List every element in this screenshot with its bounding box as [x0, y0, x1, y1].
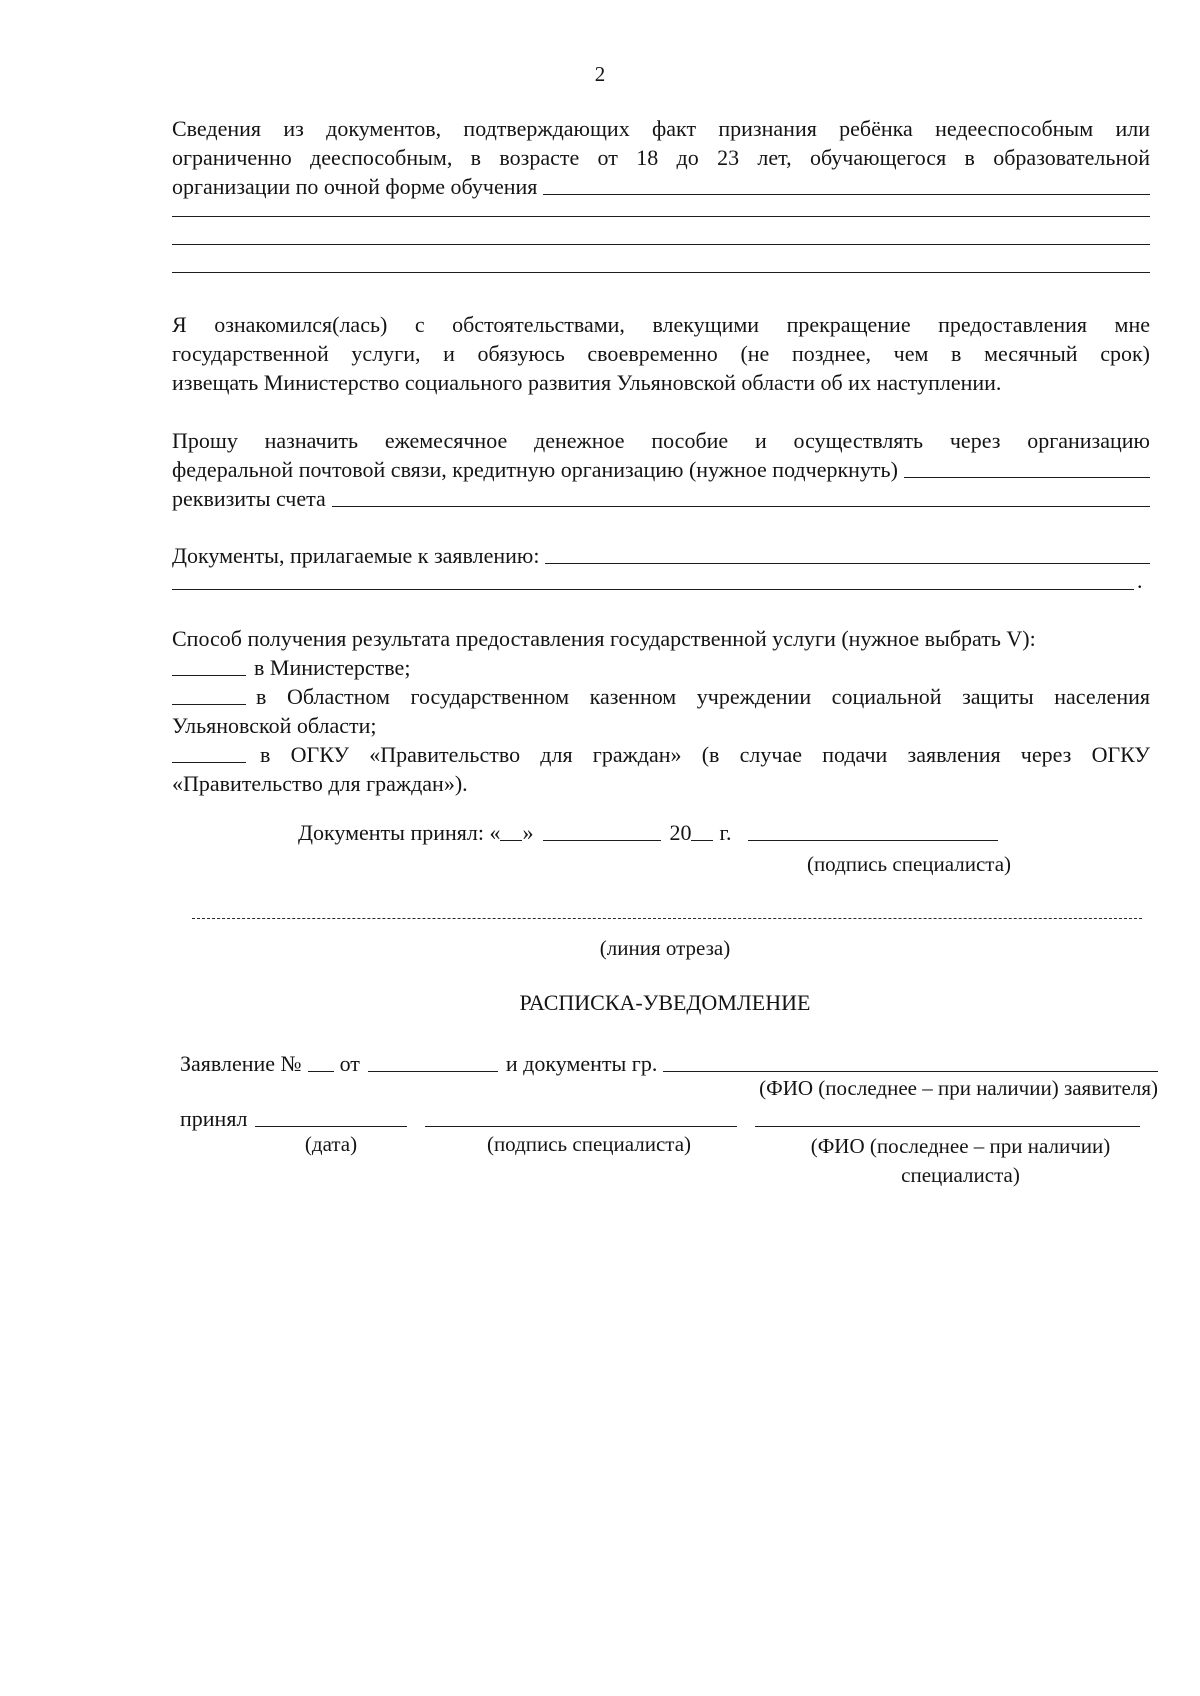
- acceptance-signature-line[interactable]: [748, 840, 998, 841]
- account-details-input-line[interactable]: [332, 506, 1150, 507]
- page-number: 2: [594, 62, 606, 86]
- option-ministry-checkbox-line[interactable]: [172, 675, 246, 676]
- attached-documents-row: [172, 541, 1150, 570]
- option-regional-office-label-1: в Областном государственном казенном учреждении социальной защиты населения: [256, 684, 1150, 709]
- receipt-applicant-line[interactable]: [663, 1071, 1158, 1072]
- incapacity-info-field-row: [172, 172, 1150, 201]
- attached-documents-label: Документы, прилагаемые к заявлению:: [172, 543, 540, 568]
- acknowledgement-line-2: государственной услуги, и обязуюсь своевременно (не позднее, чем в месячный срок): [172, 341, 1150, 366]
- receipt-specialist-caption-line-1: (ФИО (последнее – при наличии): [810, 1134, 1111, 1158]
- acceptance-year-suffix: г.: [719, 820, 732, 845]
- receipt-specialist-caption: [768, 1132, 1153, 1190]
- incapacity-info-input-line-4[interactable]: [172, 272, 1150, 273]
- acceptance-day-line[interactable]: [500, 840, 522, 841]
- receipt-title: РАСПИСКА-УВЕДОМЛЕНИЕ: [519, 990, 811, 1015]
- result-method-block: [172, 624, 1150, 798]
- acceptance-row: [298, 818, 1038, 847]
- acceptance-signature-caption: (подпись специалиста): [806, 852, 1012, 876]
- receipt-applicant-caption: (ФИО (последнее – при наличии) заявителя): [759, 1076, 1158, 1100]
- option-ogku-label-1: в ОГКУ «Правительство для граждан» (в случае подачи заявления через ОГКУ: [260, 742, 1150, 767]
- acknowledgement-block: [172, 310, 1150, 397]
- receipt-docs-label: и документы гр.: [505, 1051, 658, 1076]
- receipt-accepted-signature-line[interactable]: [425, 1126, 737, 1127]
- result-method-heading: Способ получения результата предоставления государственной услуги (нужное выбрать V):: [172, 626, 1036, 651]
- receipt-date-line[interactable]: [368, 1071, 498, 1072]
- receipt-from-label: от: [339, 1051, 360, 1076]
- acceptance-quote-close: »: [522, 820, 534, 845]
- account-details-label: реквизиты счета: [172, 486, 326, 511]
- option-ogku-row: [172, 740, 1150, 769]
- attached-documents-input-line-2[interactable]: [172, 589, 1134, 590]
- payment-org-input-line[interactable]: [904, 477, 1150, 478]
- option-ministry-row: [172, 653, 1150, 682]
- option-regional-office-checkbox-line[interactable]: [172, 704, 246, 705]
- incapacity-info-input-line-2[interactable]: [172, 216, 1150, 217]
- incapacity-info-input-line[interactable]: [543, 194, 1150, 195]
- receipt-statement-row: [180, 1049, 1158, 1078]
- option-regional-office-row: [172, 682, 1150, 711]
- cut-line: [192, 918, 1142, 919]
- receipt-specialist-name-line[interactable]: [755, 1126, 1140, 1127]
- payment-request-block: [172, 426, 1150, 513]
- receipt-accepted-row: [180, 1104, 1158, 1133]
- acknowledgement-line-1: Я ознакомился(лась) с обстоятельствами, влекущими прекращение предоставления мне: [172, 312, 1150, 337]
- receipt-statement-label: Заявление №: [180, 1051, 302, 1076]
- acceptance-year: 20: [669, 820, 692, 845]
- acceptance-label: Документы принял: «: [298, 820, 501, 845]
- option-regional-office-label-2: Ульяновской области;: [172, 713, 377, 738]
- attached-documents-block: [172, 541, 1150, 570]
- receipt-specialist-caption-line-2: специалиста): [901, 1163, 1020, 1187]
- acceptance-month-line[interactable]: [543, 840, 661, 841]
- incapacity-info-line-2: ограниченно дееспособным, в возрасте от 18 до 23 лет, обучающегося в образовательной: [172, 145, 1150, 170]
- incapacity-info-label: организации по очной форме обучения: [172, 174, 538, 199]
- incapacity-info-input-line-3[interactable]: [172, 244, 1150, 245]
- incapacity-info-line-1: Сведения из документов, подтверждающих факт признания ребёнка недееспособным или: [172, 116, 1150, 141]
- receipt-accepted-date-line[interactable]: [255, 1126, 407, 1127]
- option-ogku-label-2: «Правительство для граждан»).: [172, 771, 468, 796]
- acceptance-year-line[interactable]: [691, 840, 713, 841]
- receipt-date-caption: (дата): [304, 1132, 358, 1156]
- option-ministry-label: в Министерстве;: [254, 655, 411, 680]
- option-ogku-checkbox-line[interactable]: [172, 762, 246, 763]
- cut-line-caption: (линия отреза): [599, 936, 731, 960]
- receipt-accepted-label: принял: [180, 1106, 248, 1131]
- acknowledgement-line-3: извещать Министерство социального развития Ульяновской области об их наступлении.: [172, 370, 1002, 395]
- account-details-row: [172, 484, 1150, 513]
- attached-documents-input-line[interactable]: [545, 563, 1150, 564]
- incapacity-info-block: [172, 114, 1150, 201]
- receipt-statement-number-line[interactable]: [308, 1071, 334, 1072]
- payment-request-line-1: Прошу назначить ежемесячное денежное пособие и осуществлять через организацию: [172, 428, 1150, 453]
- payment-org-label: федеральной почтовой связи, кредитную организацию (нужное подчеркнуть): [172, 457, 898, 482]
- attached-documents-end-mark: .: [1137, 568, 1143, 593]
- receipt-signature-caption: (подпись специалиста): [486, 1132, 692, 1156]
- payment-org-row: [172, 455, 1150, 484]
